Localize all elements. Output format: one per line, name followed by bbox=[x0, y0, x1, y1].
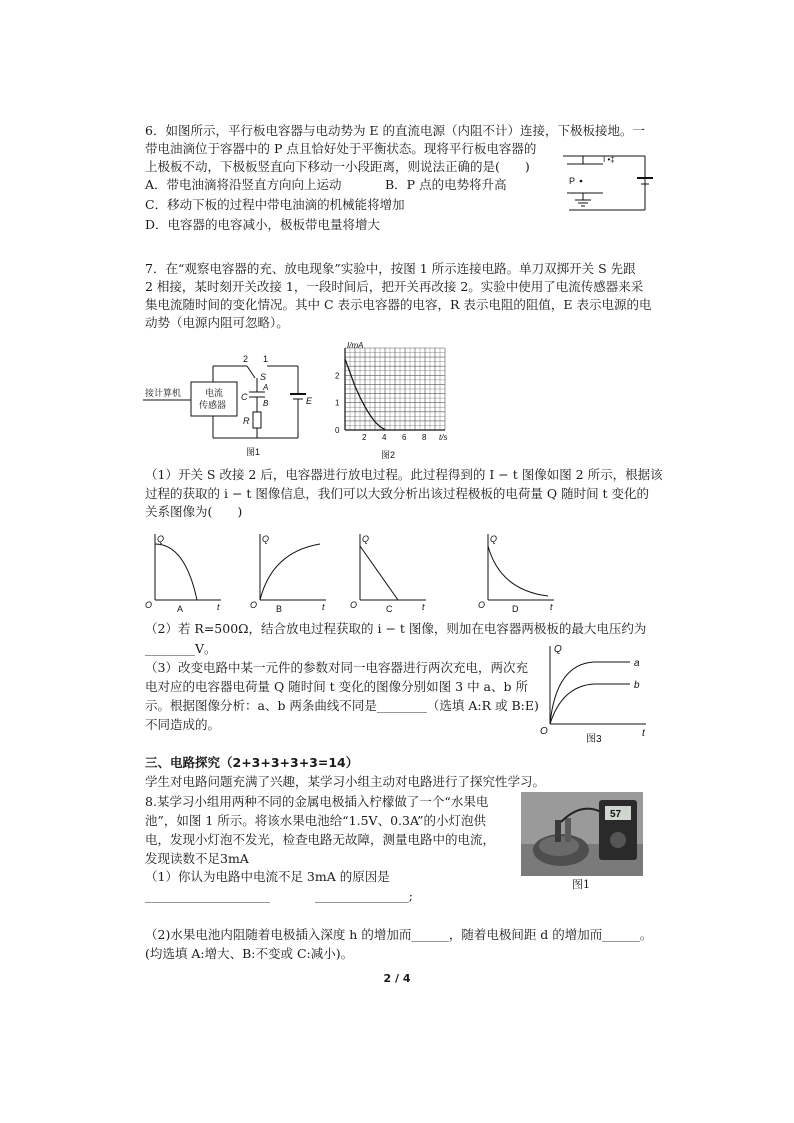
q6-capacitor-diagram bbox=[555, 148, 655, 216]
q6-line-3: 上极板不动，下极板竖直向下移动一小段距离，则说法正确的是( ) bbox=[145, 159, 530, 174]
fruit-battery-scene bbox=[521, 792, 643, 876]
q7-line-3: 集电流随时间的变化情况。其中 C 表示电容器的电容，R 表示电阻的阻值，E 表示电源的电 bbox=[145, 297, 652, 312]
terminal-2-label: 2 bbox=[243, 354, 249, 364]
graph-b-origin: O bbox=[250, 600, 258, 610]
q7-part1-line-3: 关系图像为( ) bbox=[145, 504, 243, 519]
graph-a-label: A bbox=[177, 604, 184, 614]
graph-a-origin: O bbox=[145, 600, 153, 610]
q6-option-d: D．电容器的电容减小，极板带电量将增大 bbox=[145, 217, 381, 232]
q7-circuit-diagram bbox=[143, 352, 323, 458]
q7-part1-line-2: 过程的获取的 i − t 图像信息，我们可以大致分析出该过程极板的电荷量 Q 随时间 t 变化的 bbox=[145, 486, 650, 501]
x-tick-label: 6 bbox=[402, 433, 407, 442]
option-graph-a bbox=[145, 530, 235, 616]
graph-d-q-label: Q bbox=[490, 534, 498, 544]
graph-c-label: C bbox=[386, 604, 393, 614]
q7-part2-line-1: （2）若 R=500Ω，结合放电过程获取的 i − t 图像，则加在电容器两极板的最大电压约为 bbox=[145, 621, 647, 636]
sensor-label-1: 电流 bbox=[205, 388, 224, 398]
terminal-1-label: 1 bbox=[263, 354, 269, 364]
q8-line-2: 池”，如图 1 所示。将该水果电池给“1.5V、0.3A”的小灯泡供 bbox=[145, 813, 487, 828]
graph-d-label: D bbox=[512, 604, 519, 614]
q7-part3-line-3: 示。根据图像分析：a、b 两条曲线不同是________（选填 A:R 或 B:E) bbox=[145, 698, 539, 713]
q8-part2-line-2: (均选填 A:增大、B:不变或 C:减小)。 bbox=[145, 946, 354, 961]
meter-reading: 57 bbox=[610, 809, 622, 820]
q8-line-3: 电，发现小灯泡不发光，检查电路无故障，测量电路中的电流， bbox=[145, 832, 496, 847]
q8-part1-line: （1）你认为电路中电流不足 3mA 的原因是 bbox=[145, 869, 390, 884]
section-3-intro: 学生对电路问题充满了兴趣，某学习小组主动对电路进行了探究性学习。 bbox=[145, 774, 546, 789]
q7-part1-line-1: （1）开关 S 改接 2 后，电容器进行放电过程。此过程得到的 I − t 图像如图 2 所示，根据该 bbox=[145, 467, 663, 482]
option-graph-c bbox=[350, 530, 440, 616]
fig1-caption: 图1 bbox=[246, 447, 261, 457]
graph-c-origin: O bbox=[350, 600, 358, 610]
q8-part1-blank-2: _______________; bbox=[315, 888, 413, 903]
q8-line-1: 8.某学习小组用两种不同的金属电极插入柠檬做了一个“水果电 bbox=[145, 794, 489, 809]
graph-a-t-label: t bbox=[217, 602, 220, 612]
option-graph-d bbox=[478, 530, 568, 616]
y-tick-label: 2 bbox=[335, 371, 340, 381]
switch-label: S bbox=[260, 372, 267, 382]
q7-line-4: 动势（电源内阻可忽略）。 bbox=[145, 315, 289, 330]
capacitor-label: C bbox=[241, 392, 248, 402]
q7-fig3-graph bbox=[538, 640, 658, 748]
plate-b-label: B bbox=[263, 399, 269, 408]
q7-part3-line-2: 电对应的电容器电荷量 Q 随时间 t 变化的图像分别如图 3 中 a、b 所 bbox=[145, 679, 528, 694]
graph-b-t-label: t bbox=[322, 602, 325, 612]
q8-part2-line-1: （2)水果电池内阻随着电极插入深度 h 的增加而______，随着电极间距 d 的增加而______。 bbox=[145, 927, 653, 942]
graph-b-label: B bbox=[276, 604, 283, 614]
q6-point-label: P bbox=[569, 176, 576, 186]
q7-part2-blank: ________V。 bbox=[145, 641, 217, 656]
chart-x-axis-label: t/s bbox=[439, 433, 448, 442]
q7-line-1: 7．在“观察电容器的充、放电现象”实验中，按图 1 所示连接电路。单刀双掷开关 S 先跟 bbox=[145, 261, 636, 276]
sensor-label-2: 传感器 bbox=[199, 400, 227, 410]
y-tick-label: 1 bbox=[335, 398, 340, 408]
curve-a-label: a bbox=[634, 658, 640, 669]
chart-y-axis-label: I/mA bbox=[347, 341, 364, 350]
q6-line-1: 6．如图所示，平行板电容器与电动势为 E 的直流电源（内阻不计）连接，下极板接地。一 bbox=[145, 123, 646, 138]
section-3-title: 三、电路探究（2+3+3+3+3=14） bbox=[145, 755, 359, 770]
resistor-label: R bbox=[243, 416, 250, 426]
q6-option-c: C．移动下板的过程中带电油滴的机械能将增加 bbox=[145, 197, 405, 212]
graph-d-t-label: t bbox=[550, 602, 553, 612]
chart-grid bbox=[345, 348, 445, 430]
fruit-battery-photo bbox=[521, 792, 643, 876]
graph-c-q-label: Q bbox=[362, 534, 370, 544]
page-number: 2 / 4 bbox=[383, 972, 411, 985]
q8-line-4: 发现读数不足3mA bbox=[145, 851, 249, 866]
plate-a-label: A bbox=[263, 383, 269, 392]
q7-part3-line-4: 不同造成的。 bbox=[145, 717, 221, 732]
q8-part1-blank-1: ____________________ bbox=[145, 888, 270, 903]
to-computer-label: 接计算机 bbox=[145, 388, 182, 398]
q6-line-2: 带电油滴位于容器中的 P 点且恰好处于平衡状态。现将平行板电容器的 bbox=[145, 141, 537, 156]
fig2-caption: 图2 bbox=[381, 450, 396, 460]
graph-a-q-label: Q bbox=[157, 534, 165, 544]
y-tick-label: 0 bbox=[335, 426, 340, 435]
q7-current-time-chart bbox=[323, 340, 453, 466]
svg-text:I •‡: I •‡ bbox=[603, 155, 615, 164]
fig3-t-label: t bbox=[642, 728, 645, 739]
battery-label: E bbox=[306, 396, 313, 406]
fig3-caption: 图3 bbox=[586, 734, 602, 745]
x-tick-label: 4 bbox=[382, 433, 387, 442]
x-tick-label: 2 bbox=[362, 433, 367, 442]
q6-option-b: B．P 点的电势将升高 bbox=[385, 177, 507, 192]
curve-b-label: b bbox=[634, 680, 640, 691]
fig3-q-label: Q bbox=[554, 644, 562, 655]
q7-line-2: 2 相接，某时刻开关改接 1，一段时间后，把开关再改接 2。实验中使用了电流传感器来采 bbox=[145, 279, 644, 294]
graph-c-t-label: t bbox=[422, 602, 425, 612]
x-tick-label: 8 bbox=[422, 433, 427, 442]
fig3-origin: O bbox=[540, 726, 548, 737]
graph-d-origin: O bbox=[478, 600, 486, 610]
graph-b-q-label: Q bbox=[262, 534, 270, 544]
option-graph-b bbox=[250, 530, 340, 616]
q8-photo-caption: 图1 bbox=[572, 878, 590, 891]
q7-part3-line-1: （3）改变电路中某一元件的参数对同一电容器进行两次充电，两次充 bbox=[145, 660, 528, 675]
q6-option-a: A．带电油滴将沿竖直方向向上运动 bbox=[145, 177, 342, 192]
